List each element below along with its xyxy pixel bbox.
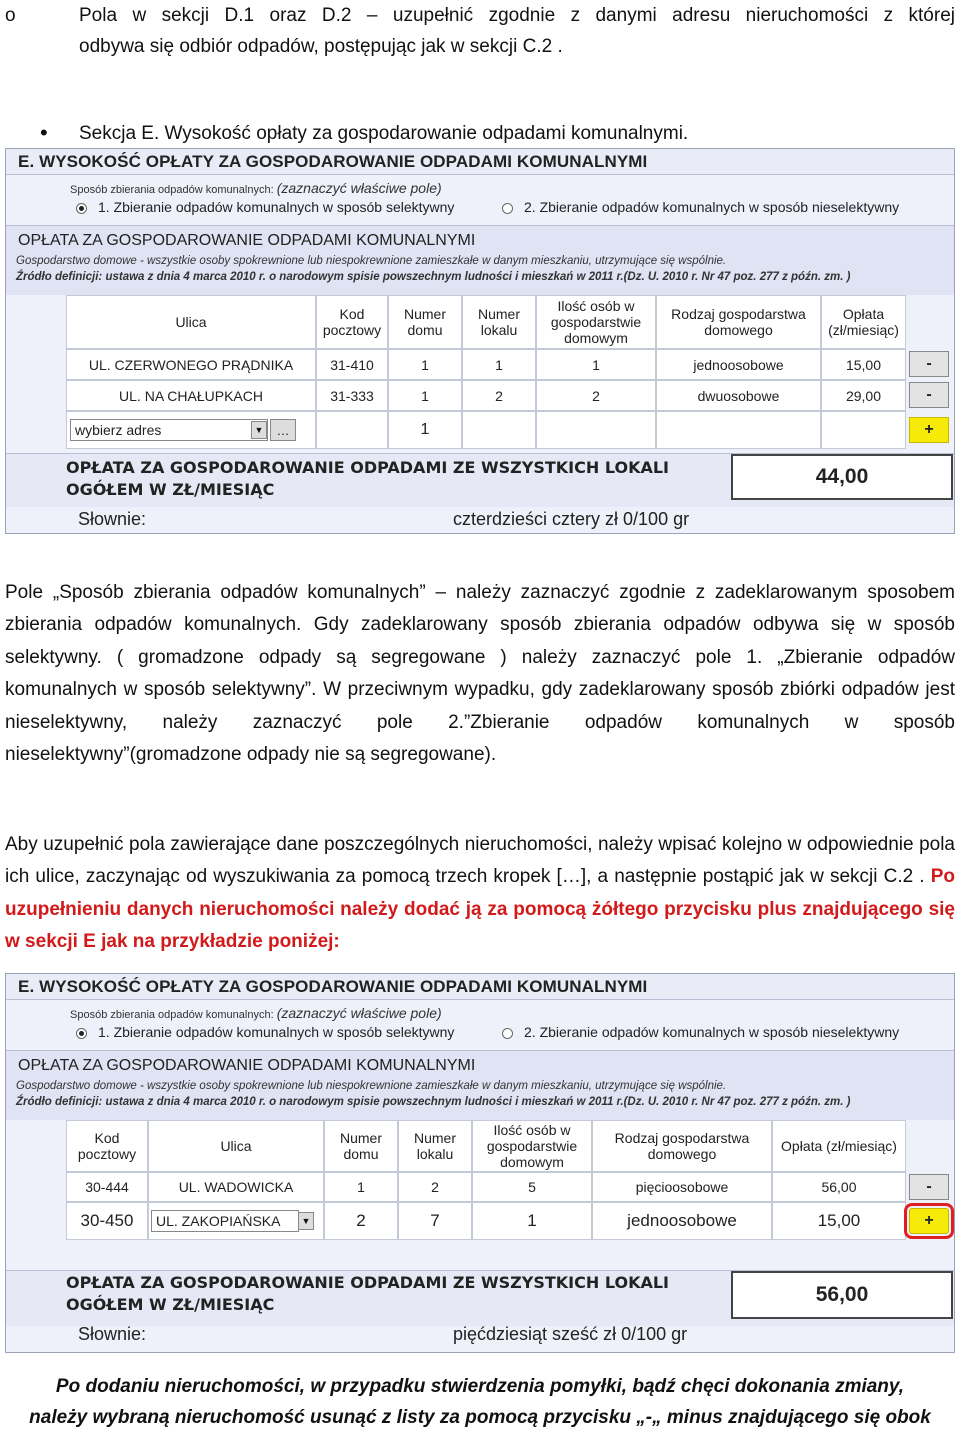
radio-nonselective[interactable] bbox=[502, 203, 513, 214]
input-zip[interactable]: 30-450 bbox=[66, 1202, 148, 1240]
radio-nonselective[interactable] bbox=[502, 1028, 513, 1039]
add-button[interactable]: + bbox=[909, 1208, 949, 1234]
search-dots-button[interactable]: … bbox=[270, 419, 296, 441]
amount-in-words: pięćdziesiąt sześć zł 0/100 gr bbox=[453, 1324, 688, 1344]
radio-selective[interactable] bbox=[76, 203, 87, 214]
total-amount: 56,00 bbox=[731, 1271, 953, 1319]
header-street: Ulica bbox=[66, 295, 316, 349]
row1-type: jednoosobowe bbox=[656, 349, 821, 380]
amount-in-words: czterdzieści cztery zł 0/100 gr bbox=[453, 509, 690, 529]
header-fee: Opłata (zł/miesiąc) bbox=[821, 295, 906, 349]
fee-band bbox=[6, 1050, 954, 1120]
row2-type: dwuosobowe bbox=[656, 380, 821, 411]
header-zip: Kod pocztowy bbox=[66, 1120, 148, 1172]
method-label: Sposób zbierania odpadów komunalnych: (zaznaczyć właściwe pole) bbox=[70, 1005, 442, 1021]
row1-zip: 31-410 bbox=[316, 349, 388, 380]
chevron-down-icon[interactable]: ▼ bbox=[298, 1212, 314, 1230]
paragraph-instructions bbox=[5, 829, 955, 959]
row1-fee: 15,00 bbox=[821, 349, 906, 380]
row2-persons: 2 bbox=[536, 380, 656, 411]
total-amount: 44,00 bbox=[731, 454, 953, 500]
add-button[interactable]: + bbox=[909, 417, 949, 443]
row1-house: 1 bbox=[388, 349, 462, 380]
paragraph-instructions-text: Aby uzupełnić pola zawierające dane poszczególnych nieruchomości, należy wpisać kolejno w odpowiednie pola ich ulice, zaczynając od wyszukiwania za pomocą trzech kropek […], a następnie postąpić jak w sekcji C.2 . bbox=[5, 834, 955, 888]
fee-band bbox=[6, 225, 954, 295]
definition-household: Gospodarstwo domowe - wszystkie osoby spokrewnione lub niespokrewnione zamieszkałe w danym mieszkaniu, utrzymujące się wspólnie. bbox=[16, 1080, 727, 1092]
total-label-1: OPŁATA ZA GOSPODAROWANIE ODPADAMI ZE WSZYSTKICH LOKALI bbox=[66, 458, 669, 477]
fee-title: OPŁATA ZA GOSPODAROWANIE ODPADAMI KOMUNALNYMI bbox=[18, 232, 476, 249]
row1-remove-button[interactable]: - bbox=[909, 1174, 949, 1200]
footer-line-2: należy wybraną nieruchomość usunąć z listy za pomocą przycisku „-„ minus znajdującego się obok bbox=[29, 1407, 931, 1428]
form-screenshot-2 bbox=[5, 973, 955, 1353]
header-house: Numer domu bbox=[324, 1120, 398, 1172]
address-select[interactable]: wybierz adres bbox=[70, 419, 268, 441]
header-persons: Ilość osób w gospodarstwie domowym bbox=[472, 1120, 592, 1172]
total-label-2: OGÓŁEM W ZŁ/MIESIĄC bbox=[66, 1295, 275, 1314]
row1-remove-button[interactable]: - bbox=[909, 351, 949, 377]
definition-source: Źródło definicji: ustawa z dnia 4 marca 2010 r. o narodowym spisie powszechnym ludności i mieszkań w 2011 r.(Dz. U. 2010 r. Nr 47 poz. 277 z późn. zm. ) bbox=[16, 1096, 851, 1108]
row2-zip: 31-333 bbox=[316, 380, 388, 411]
header-fee: Opłata (zł/miesiąc) bbox=[772, 1120, 906, 1172]
row1-fee: 56,00 bbox=[772, 1172, 906, 1202]
row2-street: UL. NA CHAŁUPKACH bbox=[66, 380, 316, 411]
paragraph-method: Pole „Sposób zbierania odpadów komunalnych” – należy zaznaczyć zgodnie z zadeklarowanym sposobem zbierania odpadów komunalnych. Gdy zadeklarowany sposób zbierania odpadów odbywa się w sposób selektywny. ( gromadzone odpady są segregowane ) należy zaznaczyć pole 1. „Zbieranie odpadów komunalnych w sposób selektywny”. W przeciwnym wypadku, gdy zadeklarowany sposób zbiórki odpadów jest nieselektywny, należy zaznaczyć pole 2.”Zbieranie odpadów komunalnych w sposób nieselektywny”(gromadzone odpady nie są segregowane). bbox=[5, 582, 955, 766]
header-type: Rodzaj gospodarstwa domowego bbox=[656, 295, 821, 349]
header-flat: Numer lokalu bbox=[398, 1120, 472, 1172]
section-e-title: E. WYSOKOŚĆ OPŁATY ZA GOSPODAROWANIE ODPADAMI KOMUNALNYMI bbox=[18, 152, 648, 171]
input-flat[interactable]: 7 bbox=[398, 1202, 472, 1240]
radio-selective[interactable] bbox=[76, 1028, 87, 1039]
option-selective-label: 1. Zbieranie odpadów komunalnych w sposób selektywny bbox=[98, 199, 455, 215]
total-label-1: OPŁATA ZA GOSPODAROWANIE ODPADAMI ZE WSZYSTKICH LOKALI bbox=[66, 1273, 669, 1292]
header-type: Rodzaj gospodarstwa domowego bbox=[592, 1120, 772, 1172]
input-flat[interactable] bbox=[462, 411, 536, 449]
header-flat: Numer lokalu bbox=[462, 295, 536, 349]
header-zip: Kod pocztowy bbox=[316, 295, 388, 349]
header-street: Ulica bbox=[148, 1120, 324, 1172]
row1-persons: 5 bbox=[472, 1172, 592, 1202]
total-label-2: OGÓŁEM W ZŁ/MIESIĄC bbox=[66, 480, 275, 499]
intro-line-1: Pola w sekcji D.1 oraz D.2 – uzupełnić zgodnie z danymi adresu nieruchomości z której bbox=[79, 5, 955, 26]
input-house[interactable]: 1 bbox=[388, 411, 462, 449]
words-label: Słownie: bbox=[78, 1324, 147, 1344]
bullet-marker: • bbox=[40, 120, 48, 145]
row1-street: UL. WADOWICKA bbox=[148, 1172, 324, 1202]
option-nonselective-label: 2. Zbieranie odpadów komunalnych w sposób nieselektywny bbox=[524, 199, 900, 215]
input-zip[interactable] bbox=[316, 411, 388, 449]
row1-street: UL. CZERWONEGO PRĄDNIKA bbox=[66, 349, 316, 380]
row1-type: pięcioosobowe bbox=[592, 1172, 772, 1202]
input-type: jednoosobowe bbox=[592, 1202, 772, 1240]
form-screenshot-1 bbox=[5, 148, 955, 534]
address-select[interactable]: UL. ZAKOPIAŃSKA bbox=[151, 1210, 299, 1232]
input-house[interactable]: 2 bbox=[324, 1202, 398, 1240]
footer-line-1: Po dodaniu nieruchomości, w przypadku stwierdzenia pomyłki, bądź chęci dokonania zmiany, bbox=[55, 1376, 905, 1397]
header-persons: Ilość osób w gospodarstwie domowym bbox=[536, 295, 656, 349]
input-persons[interactable]: 1 bbox=[472, 1202, 592, 1240]
row1-persons: 1 bbox=[536, 349, 656, 380]
header-house: Numer domu bbox=[388, 295, 462, 349]
intro-marker: o bbox=[5, 5, 16, 26]
row1-flat: 2 bbox=[398, 1172, 472, 1202]
option-selective-label: 1. Zbieranie odpadów komunalnych w sposób selektywny bbox=[98, 1024, 455, 1040]
bullet-section-e: Sekcja E. Wysokość opłaty za gospodarowanie odpadami komunalnymi. bbox=[79, 123, 689, 144]
paragraph-instructions-red: Po uzupełnieniu danych nieruchomości należy dodać ją za pomocą żółtego przycisku plus znajdującego się w sekcji E jak na przykładzie poniżej: bbox=[5, 866, 955, 953]
definition-household: Gospodarstwo domowe - wszystkie osoby spokrewnione lub niespokrewnione zamieszkałe w danym mieszkaniu, utrzymujące się wspólnie. bbox=[16, 255, 727, 267]
row2-remove-button[interactable]: - bbox=[909, 382, 949, 408]
fee-title: OPŁATA ZA GOSPODAROWANIE ODPADAMI KOMUNALNYMI bbox=[18, 1057, 476, 1074]
input-fee: 15,00 bbox=[772, 1202, 906, 1240]
input-type bbox=[656, 411, 821, 449]
row2-house: 1 bbox=[388, 380, 462, 411]
row1-zip: 30-444 bbox=[66, 1172, 148, 1202]
intro-line-2: odbywa się odbiór odpadów, postępując jak w sekcji C.2 . bbox=[79, 36, 563, 57]
section-e-title: E. WYSOKOŚĆ OPŁATY ZA GOSPODAROWANIE ODPADAMI KOMUNALNYMI bbox=[18, 977, 648, 996]
option-nonselective-label: 2. Zbieranie odpadów komunalnych w sposób nieselektywny bbox=[524, 1024, 900, 1040]
input-fee bbox=[821, 411, 906, 449]
definition-source: Źródło definicji: ustawa z dnia 4 marca 2010 r. o narodowym spisie powszechnym ludności i mieszkań w 2011 r.(Dz. U. 2010 r. Nr 47 poz. 277 z późn. zm. ) bbox=[16, 271, 851, 283]
method-label: Sposób zbierania odpadów komunalnych: (zaznaczyć właściwe pole) bbox=[70, 180, 442, 196]
words-label: Słownie: bbox=[78, 509, 147, 529]
row2-flat: 2 bbox=[462, 380, 536, 411]
chevron-down-icon[interactable]: ▼ bbox=[251, 421, 267, 439]
row2-fee: 29,00 bbox=[821, 380, 906, 411]
row1-flat: 1 bbox=[462, 349, 536, 380]
row1-house: 1 bbox=[324, 1172, 398, 1202]
input-persons[interactable] bbox=[536, 411, 656, 449]
